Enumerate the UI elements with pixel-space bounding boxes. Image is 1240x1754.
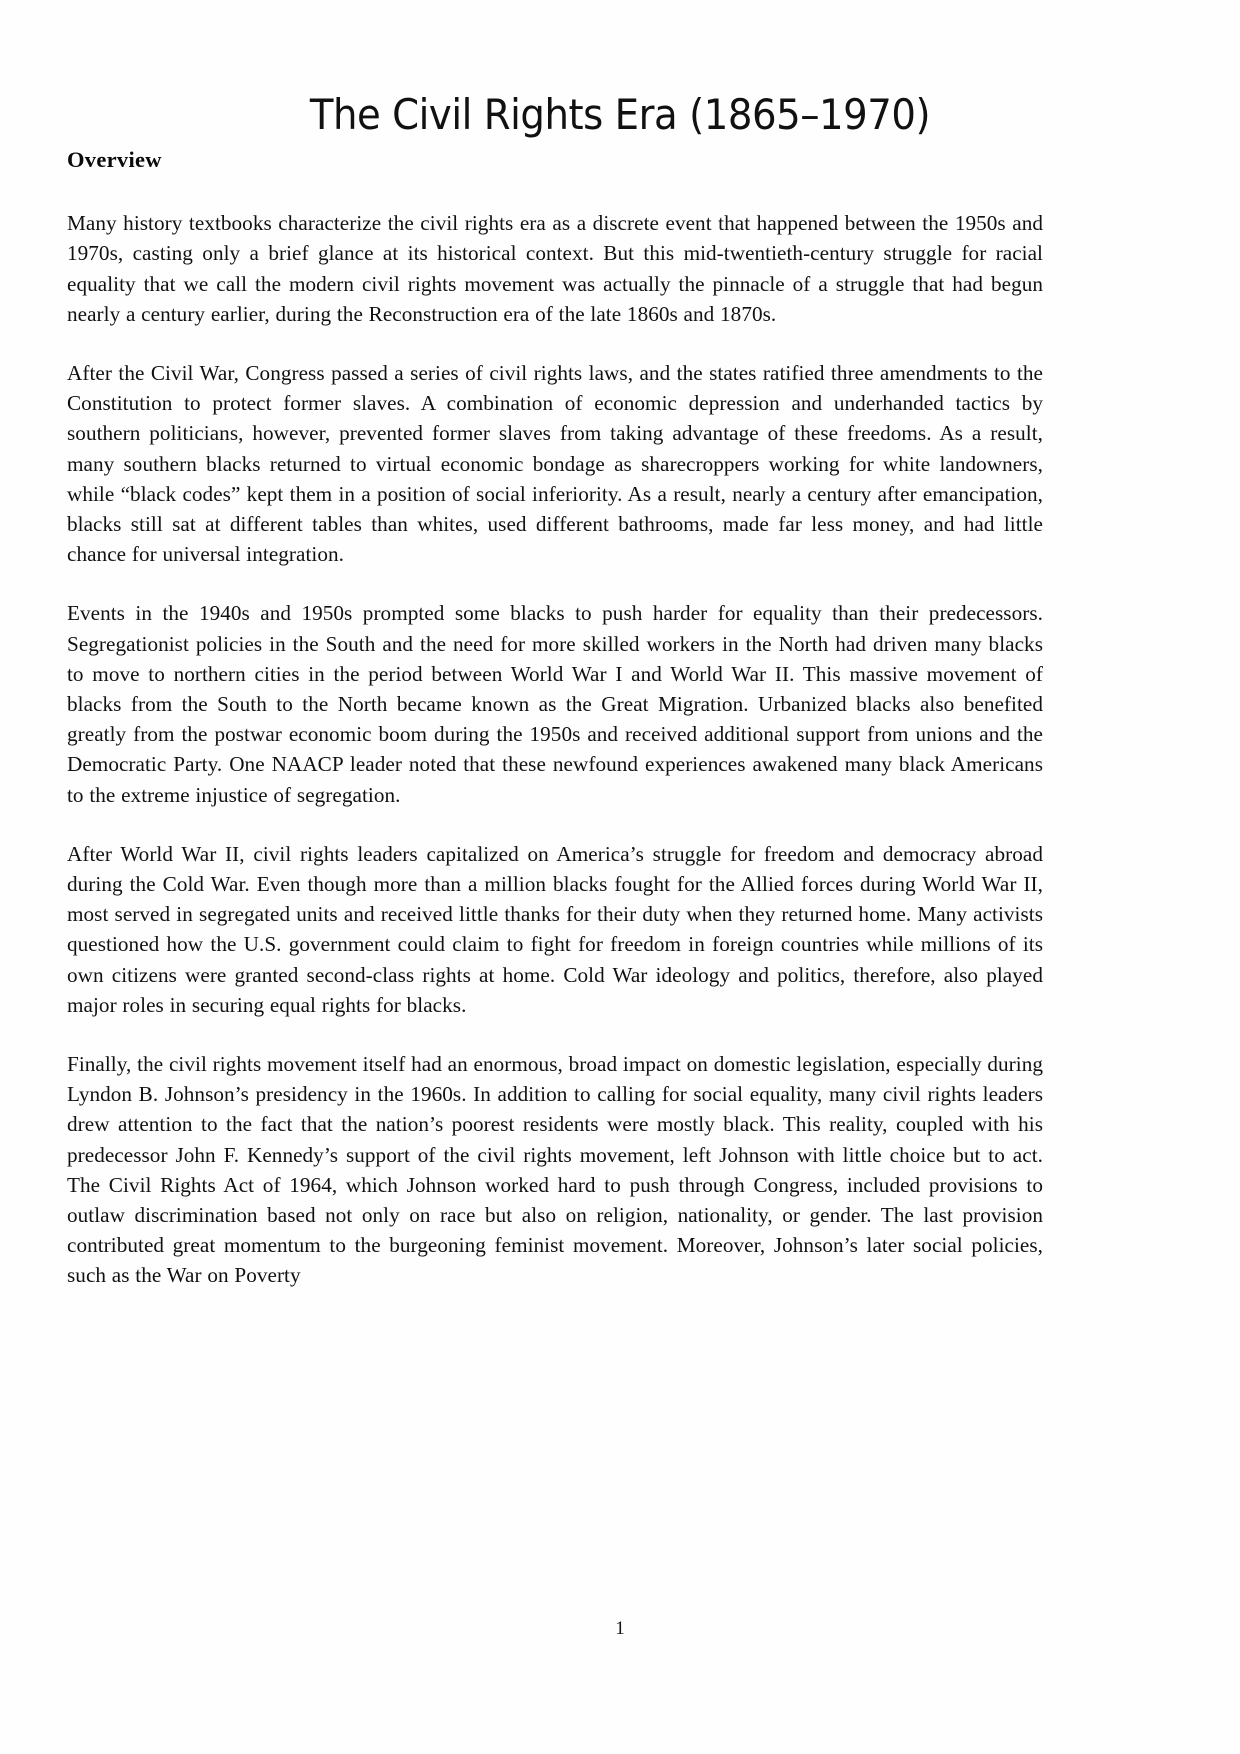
section-heading-overview: Overview	[67, 147, 162, 172]
paragraph: After World War II, civil rights leaders capitalized on America’s struggle for freedom and democracy abroad during the Cold War. Even though more than a million blacks fought for the Allied forces during World War II, most served in segregated units and received little thanks for their duty when they returned home. Many activists questioned how the U.S. government could claim to fight for freedom in foreign countries while millions of its own citizens were granted second-class rights at home. Cold War ideology and politics, therefore, also played major roles in securing equal rights for blacks.	[67, 841, 1043, 1017]
paragraph: After the Civil War, Congress passed a series of civil rights laws, and the states ratified three amendments to the Constitution to protect former slaves. A combination of economic depression and underhanded tactics by southern politicians, however, prevented former slaves from taking advantage of these freedoms. As a result, many southern blacks returned to virtual economic bondage as sharecroppers working for white landowners, while “black codes” kept them in a position of social inferiority. As a result, nearly a century after emancipation, blacks still sat at different tables than whites, used different bathrooms, made far less money, and had little chance for universal integration.	[67, 360, 1043, 567]
paragraph: Many history textbooks characterize the civil rights era as a discrete event that happened between the 1950s and 1970s, casting only a brief glance at its historical context. But this mid-twentieth-century struggle for racial equality that we call the modern civil rights movement was actually the pinnacle of a struggle that had begun nearly a century earlier, during the Reconstruction era of the late 1860s and 1870s.	[67, 211, 1043, 326]
document-body	[67, 146, 1043, 1291]
paragraph: Finally, the civil rights movement itself had an enormous, broad impact on domestic legislation, especially during Lyndon B. Johnson’s presidency in the 1960s. In addition to calling for social equality, many civil rights leaders drew attention to the fact that the nation’s poorest residents were mostly black. This reality, coupled with his predecessor John F. Kennedy’s support of the civil rights movement, left Johnson with little choice but to act. The Civil Rights Act of 1964, which Johnson worked hard to push through Congress, included provisions to outlaw discrimination based not only on race but also on religion, nationality, or gender. The last provision contributed great momentum to the burgeoning feminist movement. Moreover, Johnson’s later social policies, such as the War on Poverty	[67, 1052, 1043, 1288]
page-number: 1	[615, 1618, 625, 1639]
page-title: The Civil Rights Era (1865–1970)	[309, 90, 931, 140]
paragraph: Events in the 1940s and 1950s prompted some blacks to push harder for equality than their predecessors. Segregationist policies in the South and the need for more skilled workers in the North had driven many blacks to move to northern cities in the period between World War I and World War II. This massive movement of blacks from the South to the North became known as the Great Migration. Urbanized blacks also benefited greatly from the postwar economic boom during the 1950s and received additional support from unions and the Democratic Party. One NAACP leader noted that these newfound experiences awakened many black Americans to the extreme injustice of segregation.	[67, 601, 1043, 807]
